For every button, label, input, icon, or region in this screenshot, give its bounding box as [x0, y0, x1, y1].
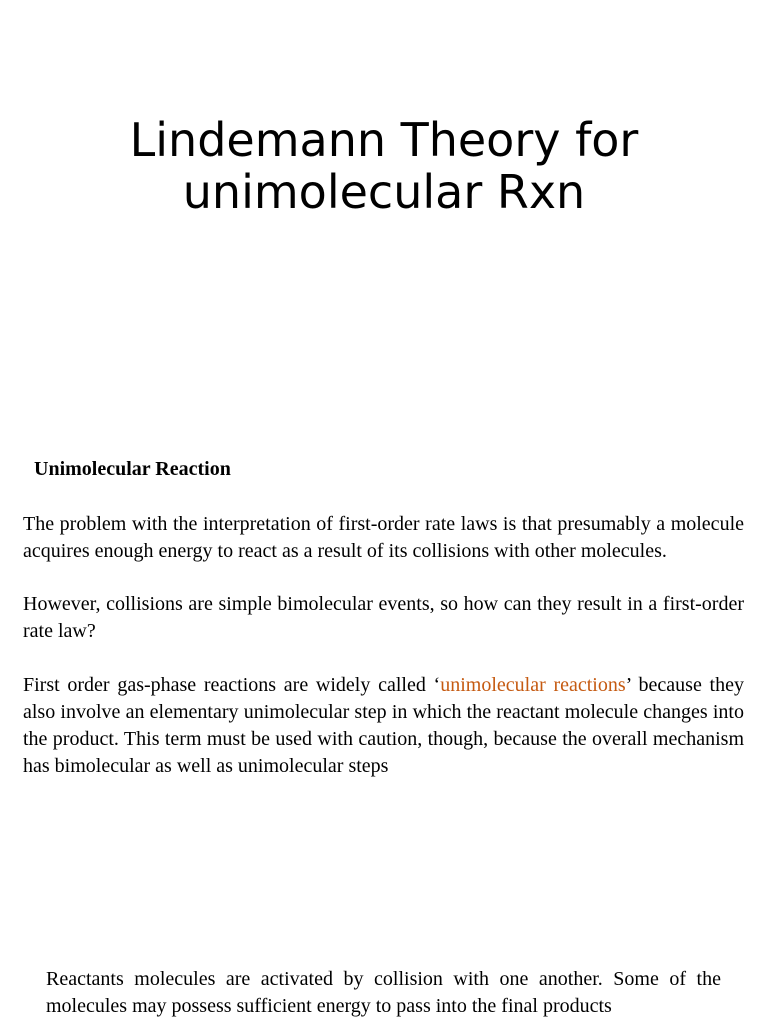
title-line-2: unimolecular Rxn: [182, 165, 586, 219]
page-title: [60, 114, 708, 218]
highlighted-term: unimolecular reactions: [440, 674, 626, 696]
paragraph-text-after: ’ because they also involve an elementary unimolecular step in which the reactant molecule changes into the product. This term must be used with caution, though, because the overall mechanism has bimolecular as well as unimolecular steps: [23, 674, 744, 777]
section-heading: Unimolecular Reaction: [34, 458, 231, 480]
paragraph-collisions: However, collisions are simple bimolecular events, so how can they result in a first-order rate law?: [23, 593, 744, 642]
title-line-1: Lindemann Theory for: [129, 113, 639, 167]
paragraph-activation: Reactants molecules are activated by collision with one another. Some of the molecules may possess sufficient energy to pass into the final products: [46, 968, 721, 1017]
paragraph-unimolecular: [23, 672, 744, 780]
paragraph-text-before: First order gas-phase reactions are widely called ‘: [23, 674, 441, 696]
paragraph-problem: The problem with the interpretation of first-order rate laws is that presumably a molecule acquires enough energy to react as a result of its collisions with other molecules.: [23, 513, 744, 562]
